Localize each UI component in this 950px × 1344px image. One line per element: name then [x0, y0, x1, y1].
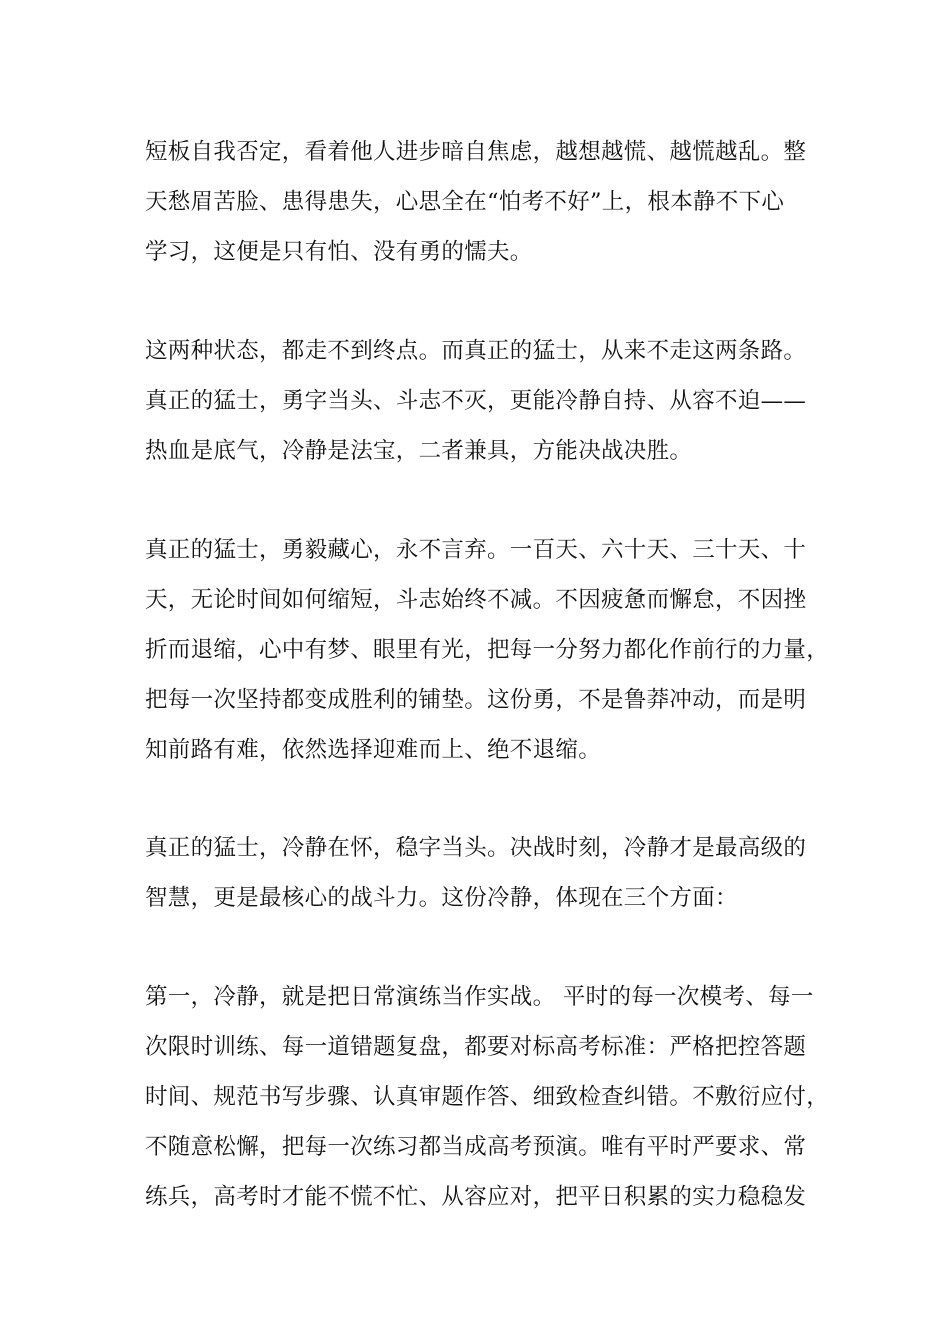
paragraph-5: [145, 972, 830, 1222]
text-line: 知前路有难，依然选择迎难而上、绝不退缩。: [145, 737, 602, 763]
text-line: 智慧，更是最核心的战斗力。这份冷静，体现在三个方面：: [145, 885, 738, 911]
text-line: 折而退缩，心中有梦、眼里有光，把每一分努力都化作前行的力量，: [145, 637, 830, 663]
text-line: 真正的猛士，勇字当头、斗志不灭，更能冷静自持、从容不迫——: [145, 388, 807, 414]
text-line: 把每一次坚持都变成胜利的铺垫。这份勇，不是鲁莽冲动，而是明: [145, 687, 807, 713]
text-line: 真正的猛士，勇毅藏心，永不言弃。一百天、六十天、三十天、十: [145, 537, 807, 563]
paragraph-1: [145, 127, 813, 277]
paragraph-3: [145, 525, 830, 775]
text-line: 天愁眉苦脸、患得患失，心思全在“怕考不好”上，根本静不下心: [145, 189, 785, 215]
text-line: 热血是底气，冷静是法宝，二者兼具，方能决战决胜。: [145, 438, 693, 464]
paragraph-2: [145, 326, 813, 476]
text-line: 短板自我否定，看着他人进步暗自焦虑，越想越慌、越慌越乱。整: [145, 139, 807, 165]
text-line: 这两种状态，都走不到终点。而真正的猛士，从来不走这两条路。: [145, 338, 807, 364]
text-line: 练兵，高考时才能不慌不忙、从容应对，把平日积累的实力稳稳发: [145, 1184, 807, 1210]
text-line: 天，无论时间如何缩短，斗志始终不减。不因疲惫而懈怠，不因挫: [145, 587, 807, 613]
text-line: 次限时训练、每一道错题复盘，都要对标高考标准：严格把控答题: [145, 1034, 807, 1060]
text-line: 学习，这便是只有怕、没有勇的懦夫。: [145, 239, 533, 265]
text-line: 时间、规范书写步骤、认真审题作答、细致检查纠错。不敷衍应付，: [145, 1084, 830, 1110]
text-line: 不随意松懈，把每一次练习都当成高考预演。唯有平时严要求、常: [145, 1134, 807, 1160]
text-line: 第一，冷静，就是把日常演练当作实战。 平时的每一次模考、每一: [145, 984, 814, 1010]
paragraph-4: [145, 823, 813, 923]
text-line: 真正的猛士，冷静在怀，稳字当头。决战时刻，冷静才是最高级的: [145, 835, 807, 861]
